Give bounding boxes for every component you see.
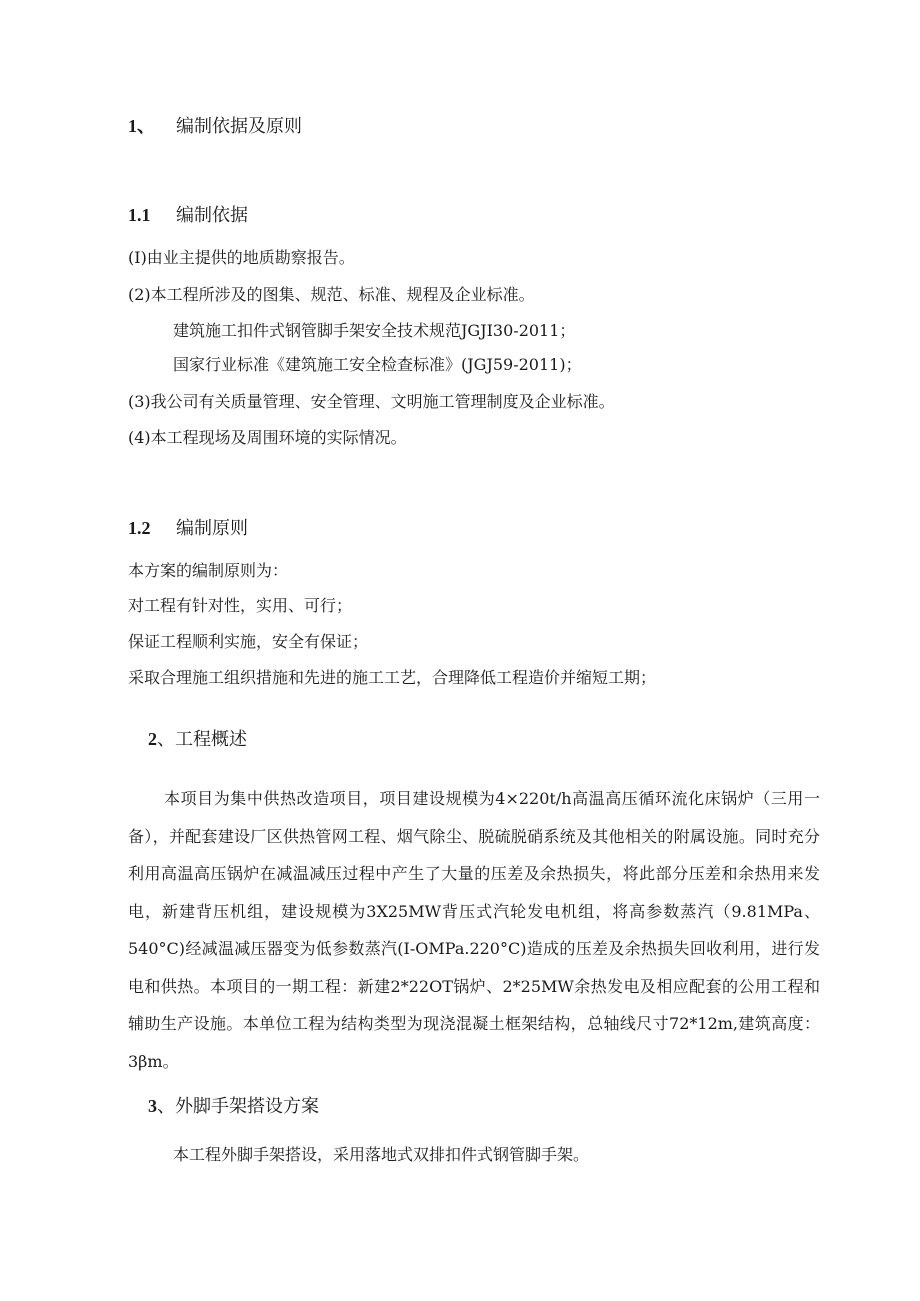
basis-subitem-2: 国家行业标准《建筑施工安全检查标准》(JGJ59-2011)；: [173, 355, 582, 374]
section-3-heading: [148, 1094, 319, 1119]
section-number: 3: [148, 1096, 157, 1116]
section-number: 1、: [128, 116, 155, 136]
basis-item-4: (4)本工程现场及周围环境的实际情况。: [128, 428, 407, 447]
section-number: 1.2: [128, 518, 151, 538]
section-title: 编制依据: [176, 205, 248, 226]
section-title: 编制原则: [176, 518, 248, 539]
basis-item-1: (I)由业主提供的地质勘察报告。: [128, 248, 355, 267]
section-number: 1.1: [128, 205, 151, 225]
section-title: 、外脚手架搭设方案: [157, 1096, 319, 1117]
section-1-2-heading: [128, 516, 248, 541]
basis-subitem-1: 建筑施工扣件式钢管脚手架安全技术规范JGJI30-2011；: [173, 321, 576, 340]
basis-item-2: (2)本工程所涉及的图集、规范、标准、规程及企业标准。: [128, 285, 535, 304]
principle-item-3: 采取合理施工组织措施和先进的施工工艺，合理降低工程造价并缩短工期；: [128, 668, 657, 687]
section-title: 编制依据及原则: [176, 116, 302, 137]
section-title: 、工程概述: [157, 729, 247, 750]
project-overview-paragraph: 本项目为集中供热改造项目，项目建设规模为4×220t/h高温高压循环流化床锅炉（三用一备），并配套建设厂区供热管网工程、烟气除尘、脱硫脱硝系统及其他相关的附属设施。同时充分利用高温高压锅炉在减温减压过程中产生了大量的压差及余热损失，将此部分压差和余热用来发电，新建背压机组，建设规模为3X25MW背压式汽轮发电机组，将高参数蒸汽（9.81MPa、540°C)经减温减压器变为低参数蒸汽(I-OMPa.220°C)造成的压差及余热损失回收利用，进行发电和供热。本项目的一期工程：新建2*22OT锅炉、2*25MW余热发电及相应配套的公用工程和辅助生产设施。本单位工程为结构类型为现浇混凝土框架结构，总轴线尺寸72*12m,建筑高度：3βm。: [128, 789, 820, 1071]
section-1-1-heading: [128, 203, 248, 228]
scaffold-plan-paragraph: 本工程外脚手架搭设，采用落地式双排扣件式钢管脚手架。: [173, 1145, 590, 1164]
section-1-heading: [128, 114, 302, 139]
principle-item-1: 对工程有针对性，实用、可行；: [128, 596, 353, 615]
principle-intro: 本方案的编制原则为：: [128, 561, 289, 580]
section-2-heading: [148, 727, 247, 752]
section-number: 2: [148, 729, 157, 749]
principle-item-2: 保证工程顺利实施，安全有保证；: [128, 632, 369, 651]
basis-item-3: (3)我公司有关质量管理、安全管理、文明施工管理制度及企业标准。: [128, 392, 615, 411]
